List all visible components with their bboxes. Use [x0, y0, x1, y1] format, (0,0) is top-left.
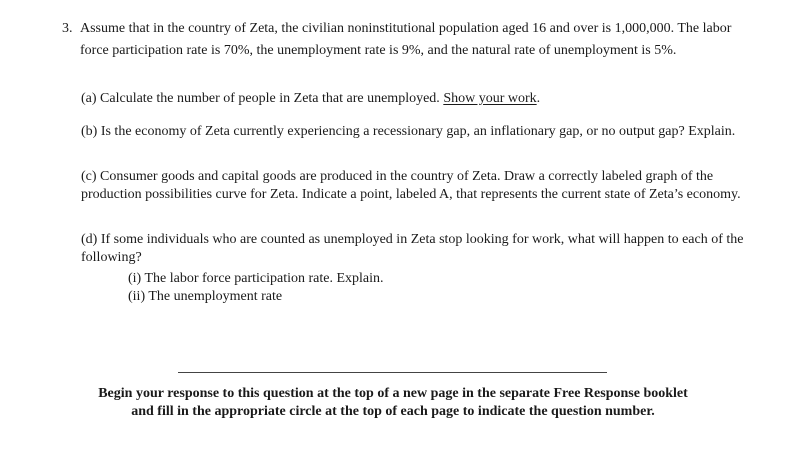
part-a-text: (a) Calculate the number of people in Zeta that are unemployed. [81, 91, 444, 106]
part-b-text: (b) Is the economy of Zeta currently experiencing a recessionary gap, an inflationary gap, or no output gap? Explain. [81, 124, 736, 139]
instructions-line-2: and fill in the appropriate circle at the top of each page to indicate the question number. [131, 404, 655, 419]
part-a-period: . [536, 91, 541, 106]
question-stem: Assume that in the country of Zeta, the civilian noninstitutional population aged 16 and over is 1,000,000. The labor force participation rate is 70%, the unemployment rate is 9%, and the natural rate of unemployment is 5%. [80, 21, 732, 58]
instructions-line-1: Begin your response to this question at the top of a new page in the separate Free Response booklet [98, 386, 688, 401]
question-3 [62, 18, 742, 62]
part-d-text: (d) If some individuals who are counted as unemployed in Zeta stop looking for work, what will happen to each of the following? [81, 232, 744, 265]
part-c [81, 168, 746, 204]
part-d [81, 231, 746, 267]
question-number: 3. [62, 21, 73, 36]
show-your-work-link[interactable]: Show your work [443, 91, 537, 106]
response-instructions [60, 385, 726, 421]
part-d-subpart-ii: (ii) The unemployment rate [128, 289, 283, 304]
part-b [81, 123, 746, 141]
part-a [81, 90, 746, 108]
part-d-subpart-i: (i) The labor force participation rate. Explain. [128, 271, 384, 286]
divider-line [178, 372, 607, 373]
part-c-text: (c) Consumer goods and capital goods are produced in the country of Zeta. Draw a correctly labeled graph of the production possibilities curve for Zeta. Indicate a point, labeled A, that represents the current state of Zeta’s economy. [81, 169, 741, 202]
